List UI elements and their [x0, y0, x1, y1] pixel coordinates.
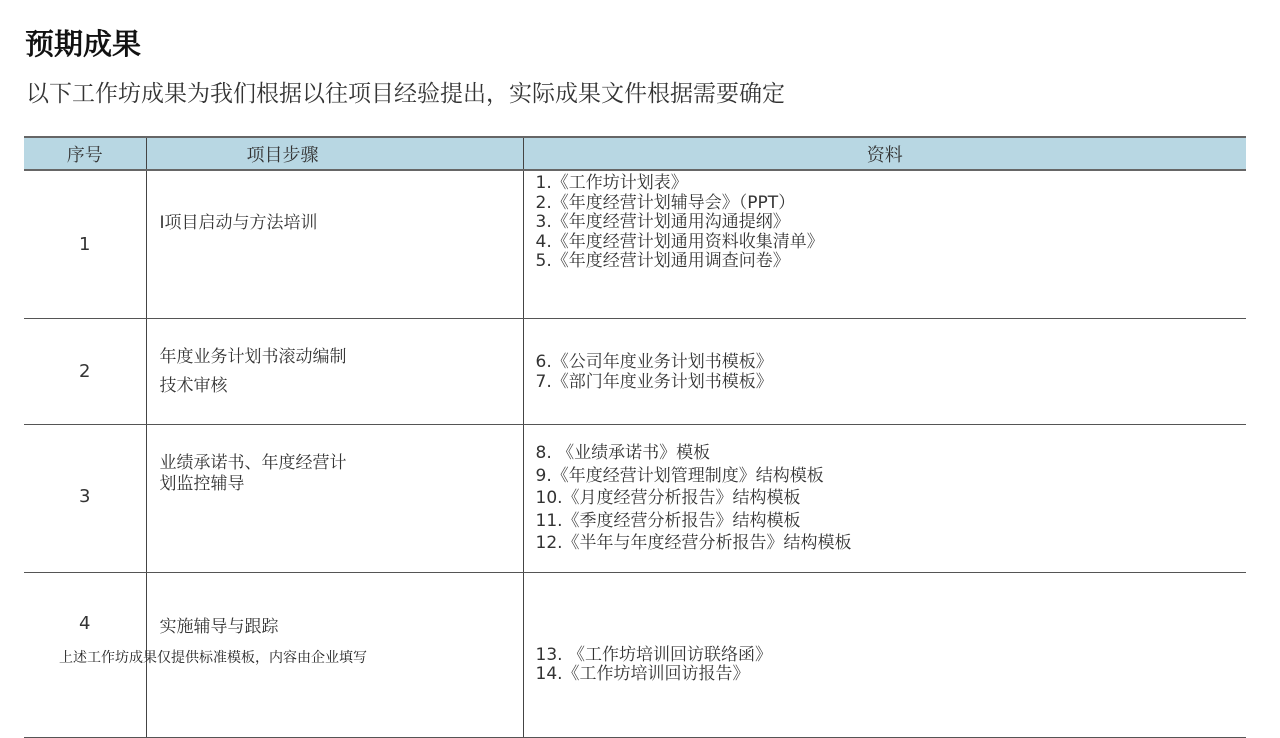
- table-row: [24, 170, 1246, 319]
- footnote: 上述工作坊成果仅提供标准模板，内容由企业填写: [59, 650, 367, 666]
- row-materials: [523, 170, 1246, 319]
- material-item: 8. 《业绩承诺书》模板: [535, 443, 711, 464]
- page-title: 预期成果: [25, 27, 142, 61]
- step-text: 业绩承诺书、年度经营计: [159, 453, 347, 473]
- column-header-step: 项目步骤: [146, 137, 523, 170]
- page-subtitle: 以下工作坊成果为我们根据以往项目经验提出，实际成果文件根据需要确定: [26, 81, 785, 107]
- material-item: 7.《部门年度业务计划书模板》: [535, 371, 773, 392]
- row-number: 2: [24, 319, 146, 425]
- column-header-materials: 资料: [523, 137, 1246, 170]
- material-item: 4.《年度经营计划通用资料收集清单》: [535, 231, 824, 252]
- row-materials: [523, 319, 1246, 425]
- row-step: [146, 170, 523, 319]
- material-item: 1.《工作坊计划表》: [535, 173, 688, 193]
- material-item: 11.《季度经营分析报告》结构模板: [535, 510, 801, 531]
- material-item: 12.《半年与年度经营分析报告》结构模板: [535, 533, 852, 554]
- table-row: [24, 319, 1246, 425]
- material-item: 2.《年度经营计划辅导会》（PPT）: [535, 192, 796, 213]
- row-number: 3: [24, 425, 146, 573]
- row-number: 1: [24, 170, 146, 319]
- material-item: 6.《公司年度业务计划书模板》: [535, 352, 773, 372]
- row-materials: [523, 573, 1246, 738]
- table-row: [24, 425, 1246, 573]
- row-step: [146, 425, 523, 573]
- row-materials: [523, 425, 1246, 573]
- row-step: [146, 319, 523, 425]
- table-header-row: [24, 137, 1246, 170]
- material-item: 3.《年度经营计划通用沟通提纲》: [535, 212, 790, 232]
- step-text: I项目启动与方法培训: [159, 213, 318, 233]
- step-text: 技术审核: [159, 375, 228, 396]
- step-text: 年度业务计划书滚动编制: [159, 346, 347, 367]
- row-number: 4: [24, 573, 146, 738]
- material-item: 13. 《工作坊培训回访联络函》: [535, 644, 772, 665]
- step-text: 划监控辅导: [159, 474, 245, 494]
- material-item: 5.《年度经营计划通用调查问卷》: [535, 251, 790, 271]
- step-text: 实施辅导与跟踪: [159, 617, 279, 637]
- material-item: 14.《工作坊培训回访报告》: [535, 664, 750, 684]
- material-item: 9.《年度经营计划管理制度》结构模板: [535, 465, 824, 486]
- column-header-number: 序号: [24, 137, 146, 170]
- material-item: 10.《月度经营分析报告》结构模板: [535, 488, 801, 509]
